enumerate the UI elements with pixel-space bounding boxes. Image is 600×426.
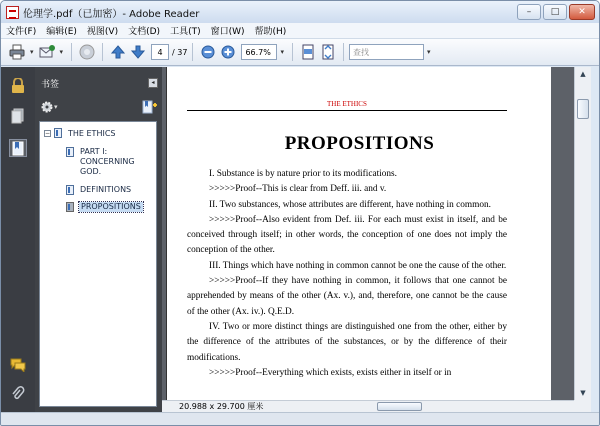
comments-icon[interactable] — [9, 356, 27, 374]
bookmark-tree — [39, 121, 157, 407]
proposition-2: II. Two substances, whose attributes are different, have nothing in common. — [209, 199, 491, 210]
bookmark-label: THE ETHICS — [68, 129, 116, 138]
proof-2: >>>>>Proof--Also evident from Def. iii. For each must exist in itself, and be conceived through itself; in other words, the conception of one does not imply the conception of the other. — [187, 214, 507, 256]
bookmark-label: CONCERNING — [80, 157, 135, 166]
pages-icon[interactable] — [9, 107, 27, 125]
page-total: / 37 — [172, 47, 188, 57]
proof-4: >>>>>Proof--Everything which exists, exists either in itself or in — [209, 367, 452, 378]
search-input[interactable]: 查找 — [349, 44, 424, 60]
maximize-button[interactable]: □ — [543, 4, 567, 20]
collapse-panel-button[interactable]: ◂ — [148, 78, 158, 88]
bookmark-definitions[interactable] — [80, 185, 131, 195]
bookmark-part-1[interactable] — [80, 147, 135, 177]
horizontal-scroll-thumb[interactable] — [377, 402, 422, 411]
email-icon[interactable] — [38, 43, 56, 61]
bookmark-icon — [66, 202, 74, 212]
close-button[interactable]: ✕ — [569, 4, 595, 20]
proof-1: >>>>>Proof--This is clear from Deff. iii. and v. — [209, 184, 387, 195]
toolbar-divider — [292, 43, 293, 61]
pdf-app-icon — [6, 6, 19, 19]
page-title: PROPOSITIONS — [284, 133, 435, 154]
zoom-out-icon[interactable] — [199, 43, 217, 61]
chevron-down-icon: ▾ — [54, 103, 58, 111]
menu-window[interactable]: 窗口(W) — [210, 27, 245, 37]
bookmark-label: PART I: — [80, 147, 108, 156]
scroll-up-icon[interactable]: ▲ — [580, 70, 586, 78]
document-viewport[interactable] — [162, 67, 574, 412]
menu-edit[interactable]: 编辑(E) — [46, 27, 77, 37]
proposition-1: I. Substance is by nature prior to its modifications. — [209, 169, 397, 179]
email-dropdown-icon[interactable]: ▾ — [59, 48, 64, 56]
bookmark-icon — [66, 185, 74, 195]
window-controls — [515, 4, 595, 20]
menu-tools[interactable]: 工具(T) — [170, 27, 201, 37]
menu-view[interactable]: 视图(V) — [86, 27, 119, 37]
minimize-button[interactable]: – — [517, 4, 541, 20]
attachment-icon[interactable] — [9, 385, 27, 403]
toolbar — [1, 38, 599, 66]
navigation-pane — [1, 67, 35, 412]
print-dropdown-icon[interactable]: ▾ — [30, 48, 34, 56]
menu-help[interactable]: 帮助(H) — [254, 27, 287, 37]
menu-bar — [1, 23, 599, 38]
new-bookmark-icon — [142, 100, 158, 114]
toolbar-divider — [102, 43, 103, 61]
pdf-page — [166, 67, 551, 412]
page-dimensions: 20.988 x 29.700 厘米 — [179, 402, 264, 411]
bookmark-icon — [54, 128, 62, 138]
toolbar-divider — [71, 43, 72, 61]
print-icon[interactable] — [8, 43, 26, 61]
page-number-input[interactable]: 4 — [151, 44, 169, 60]
fit-page-icon[interactable] — [319, 43, 337, 61]
vertical-scroll-thumb[interactable] — [577, 99, 589, 119]
bookmark-label: DEFINITIONS — [80, 185, 132, 194]
bookmarks-icon[interactable] — [9, 139, 27, 157]
hand-tool-icon[interactable] — [78, 43, 96, 61]
proof-3: >>>>>Proof--If they have nothing in common, it follows that one cannot be apprehended by means of the other (Ax. v.), and, therefore, one cannot be the cause of the other (Ax. iv.). Q.E.D. — [187, 276, 507, 317]
fit-width-icon[interactable] — [299, 43, 317, 61]
next-page-icon[interactable] — [129, 43, 147, 61]
toolbar-divider — [343, 43, 344, 61]
window-title: 伦理学.pdf（已加密）- Adobe Reader — [23, 8, 200, 20]
toolbar-divider — [192, 43, 193, 61]
zoom-in-icon[interactable] — [219, 43, 237, 61]
page-body — [187, 167, 507, 381]
panel-toolbar — [35, 97, 162, 119]
scroll-corner — [574, 400, 591, 412]
header-rule — [187, 110, 507, 111]
bookmark-the-ethics[interactable] — [68, 129, 115, 139]
scroll-down-icon[interactable]: ▼ — [580, 389, 586, 397]
bookmarks-panel — [35, 67, 162, 412]
panel-header — [35, 67, 162, 93]
search-dropdown-icon[interactable]: ▾ — [426, 48, 431, 56]
bookmark-label: GOD. — [80, 167, 102, 176]
panel-title: 书签 — [41, 80, 60, 90]
title-bar — [1, 1, 599, 23]
bookmark-icon — [66, 147, 74, 157]
proposition-3: III. Things which have nothing in common cannot be one the cause of the other. — [209, 260, 507, 271]
zoom-level-input[interactable]: 66.7% — [241, 44, 277, 60]
proposition-4: IV. Two or more distinct things are distinguished one from the other, either by the difference of the attributes of the substances, or by the difference of their modifications. — [187, 321, 507, 363]
running-header: THE ETHICS — [327, 100, 367, 108]
lock-icon[interactable] — [9, 77, 27, 95]
menu-document[interactable]: 文档(D) — [128, 27, 161, 37]
collapse-node-icon[interactable]: − — [45, 130, 51, 137]
bookmark-propositions[interactable] — [79, 202, 143, 212]
previous-page-icon[interactable] — [109, 43, 127, 61]
new-bookmark-button[interactable] — [142, 100, 158, 117]
status-bar — [1, 412, 600, 426]
menu-file[interactable]: 文件(F) — [6, 27, 37, 37]
gear-icon — [41, 101, 53, 113]
options-menu[interactable] — [41, 101, 58, 113]
bookmark-label: PROPOSITIONS — [81, 202, 141, 211]
vertical-scrollbar[interactable] — [574, 67, 591, 412]
zoom-dropdown-icon[interactable]: ▾ — [280, 48, 284, 56]
